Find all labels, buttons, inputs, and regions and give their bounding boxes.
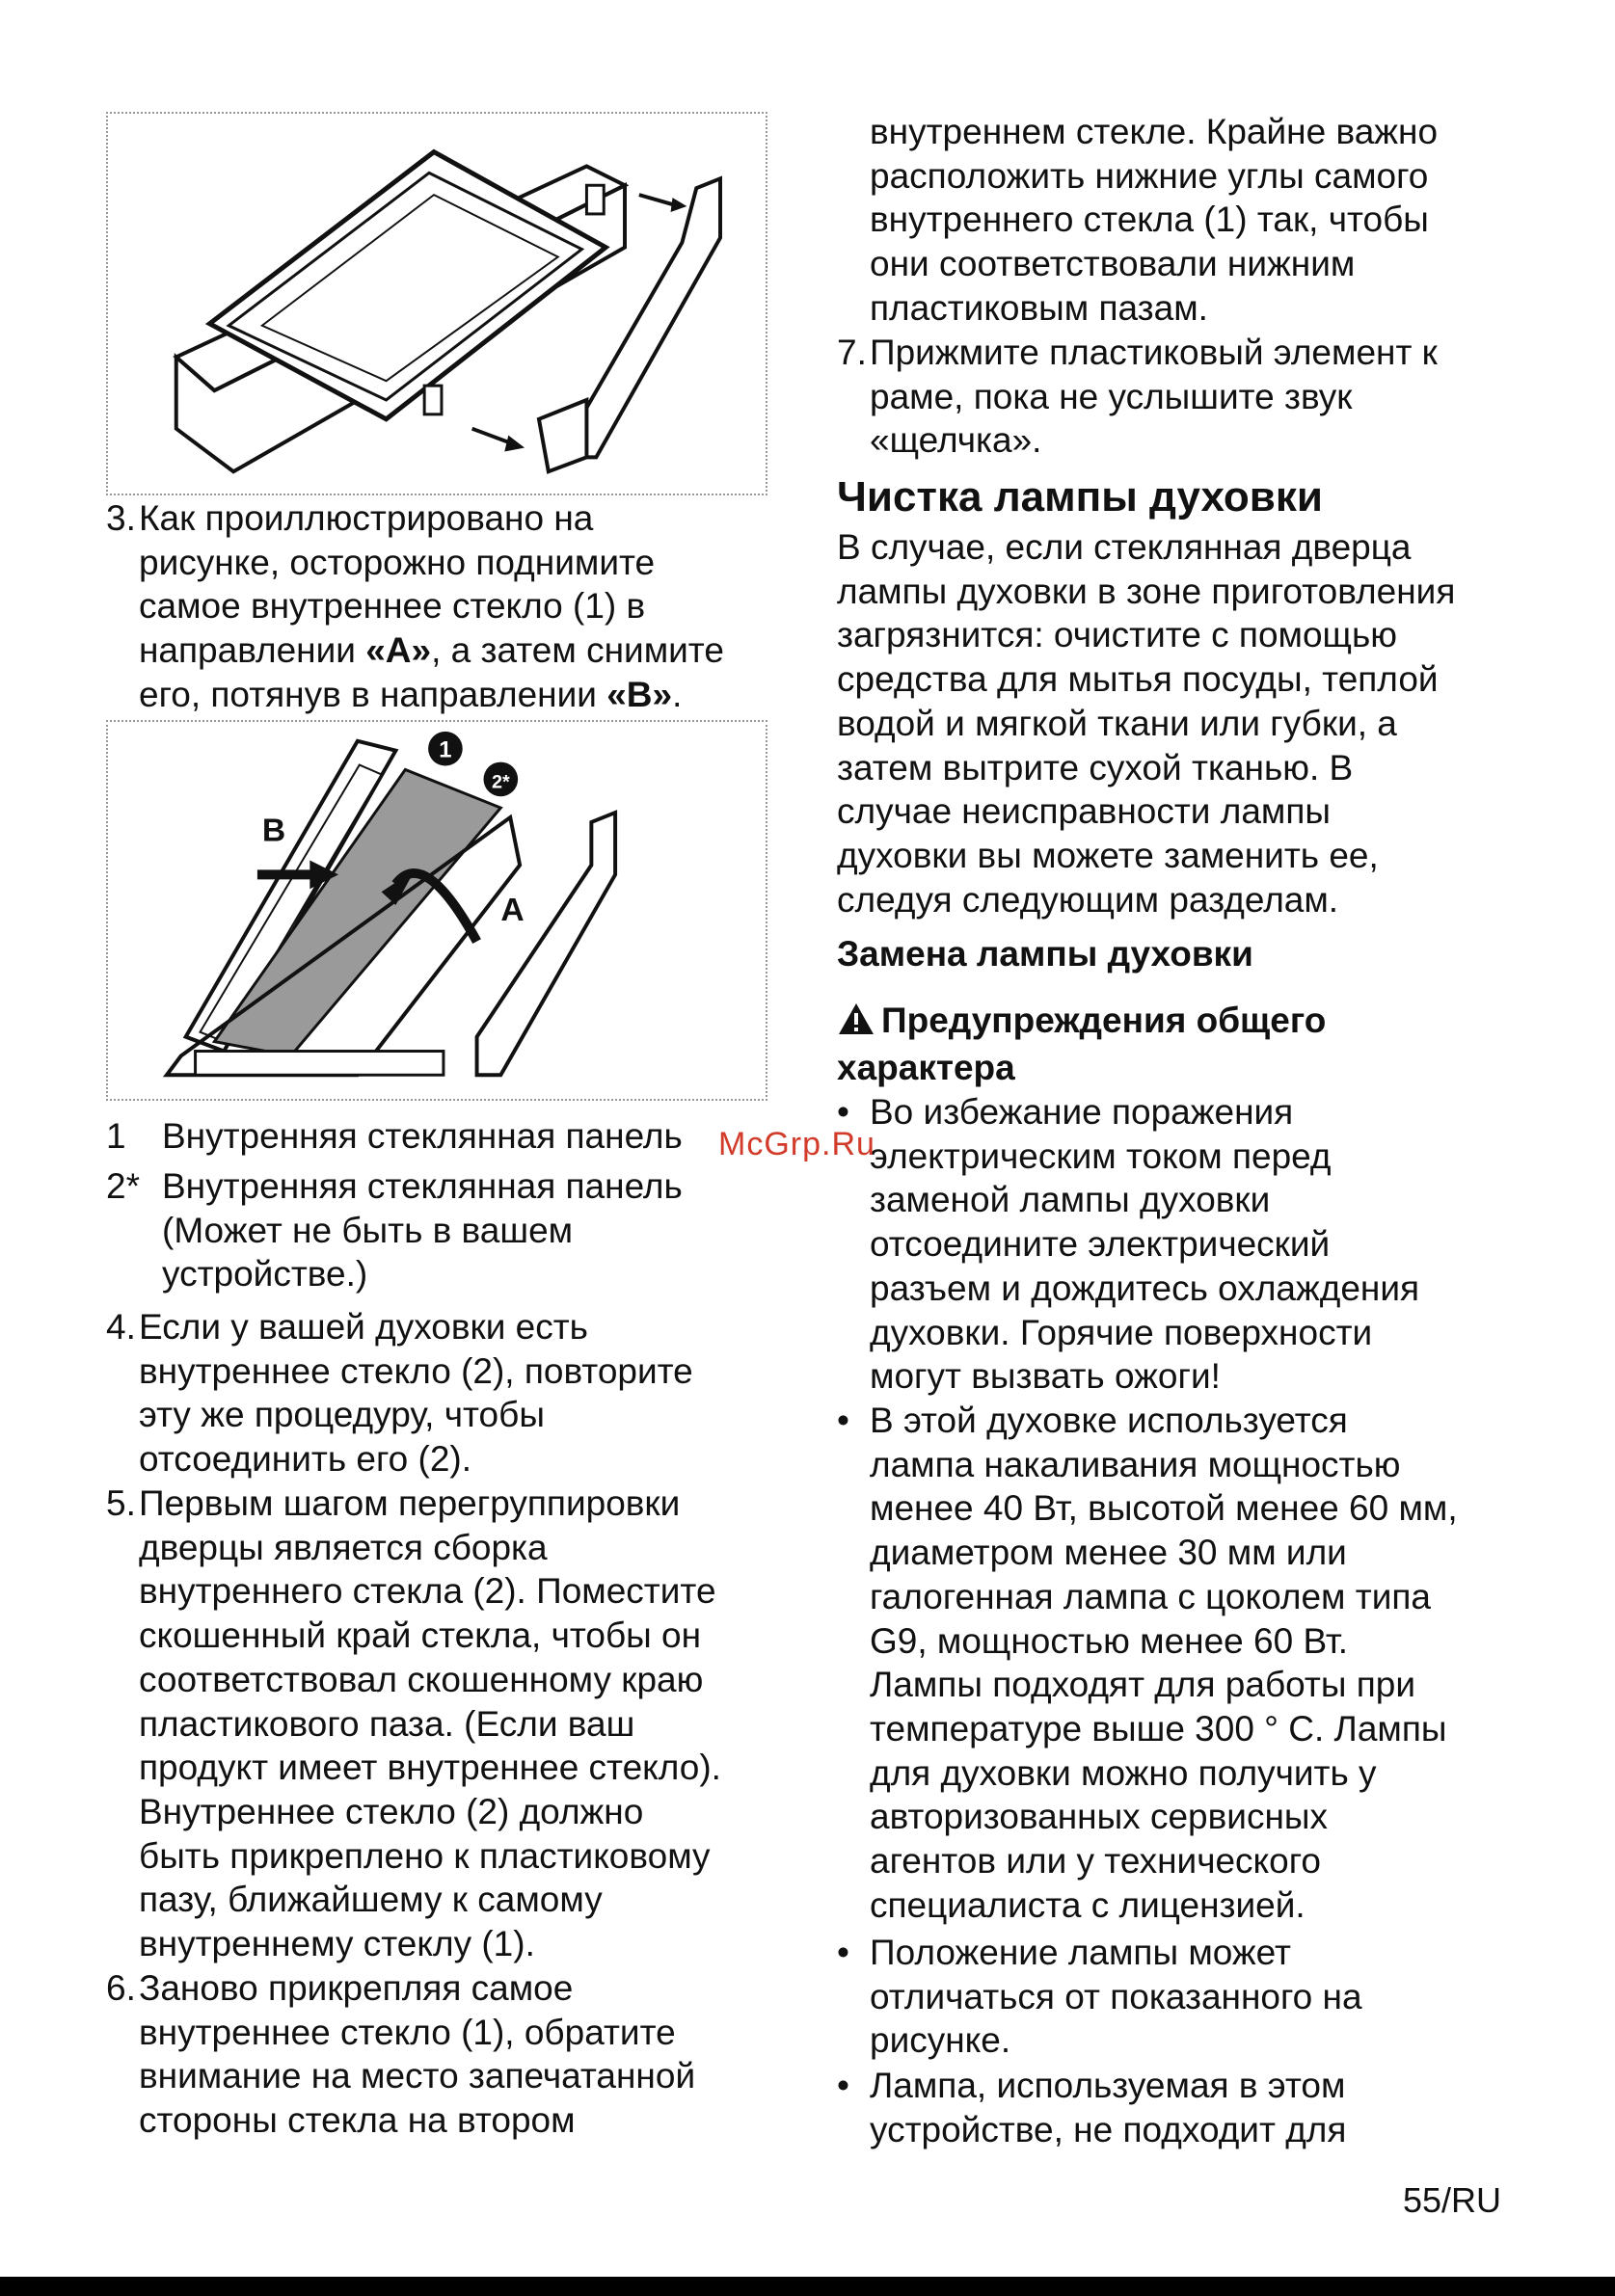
step-text: Если у вашей духовки есть внутреннее стекло (2), повторите эту же процедуру, чтобы отсоединить его (2). [139, 1307, 693, 1480]
subheading-lamp-replacement: Замена лампы духовки [837, 934, 1253, 974]
step-line: самое внутреннее стекло (1) в [139, 586, 646, 627]
legend-number: 2* [106, 1166, 140, 1206]
legend-number: 1 [106, 1116, 126, 1156]
step-text: Заново прикрепляя самое внутреннее стекло (1), обратите внимание на место запечатанной стороны стекла на втором [139, 1968, 696, 2141]
step-number: 3. [106, 498, 136, 538]
arrow-b-label: B [261, 813, 286, 849]
step-number: 4. [106, 1307, 136, 1347]
bullet-marker: • [837, 1933, 849, 1972]
legend-text: Внутренняя стеклянная панель (Может не быть в вашем устройстве.) [162, 1166, 683, 1295]
bullet-marker: • [837, 1401, 849, 1440]
step-number: 6. [106, 1968, 136, 2008]
step-text: Первым шагом перегруппировки дверцы является сборка внутреннего стекла (2). Поместите скошенный край стекла, чтобы он соответствовал скошенному краю пластикового паза. (Если ваш продукт имеет внутреннее стекло). Внутреннее стекло (2) должно быть прикреплено к пластиковому пазу, ближайшему к самому внутреннему стеклу (1). [139, 1483, 721, 1964]
figure-glass-removal-1 [106, 112, 767, 495]
arrow-a-label: A [500, 892, 525, 928]
section-heading-lamp-cleaning: Чистка лампы духовки [837, 473, 1323, 521]
callout-2-label: 2* [491, 771, 510, 793]
bullet-marker: • [837, 2066, 849, 2105]
glass-lift-illustration [108, 722, 766, 1099]
warning-heading: Предупреждения общего характера [837, 1001, 1327, 1087]
step-line: Как проиллюстрировано на [139, 498, 594, 538]
lamp-cleaning-paragraph: В случае, если стеклянная дверца лампы духовки в зоне приготовления загрязнится: очистите с помощью средства для мытья посуды, теплой водой и мягкой ткани или губки, а затем вытрите сухой тканью. В случае неисправности лампы духовки вы можете заменить ее, следуя следующим разделам. [837, 527, 1456, 920]
step-text: внутреннем стекле. Крайне важно расположить нижние углы самого внутреннего стекла (1) так, чтобы они соответствовали нижним пластиковым пазам. [870, 112, 1439, 328]
figure-glass-removal-2 [106, 720, 767, 1101]
legend-text: Внутренняя стеклянная панель [162, 1116, 683, 1156]
step-line: его, потянув в направлении «В». [139, 674, 683, 714]
step-number: 7. [837, 333, 867, 372]
step-number: 5. [106, 1483, 136, 1523]
step-text: Прижмите пластиковый элемент к раме, пока не услышите звук «щелчка». [870, 333, 1438, 461]
warning-icon [837, 1001, 875, 1046]
bottom-border [0, 2277, 1615, 2296]
door-frame-illustration [108, 114, 766, 494]
step-line: рисунке, осторожно поднимите [139, 542, 656, 582]
bullet-marker: • [837, 1092, 849, 1132]
step-text [139, 496, 724, 717]
callout-1-label: 1 [439, 736, 452, 763]
step-line: направлении «А», а затем снимите [139, 630, 724, 671]
page-number: 55/RU [1403, 2180, 1502, 2220]
watermark: McGrp.Ru [718, 1126, 875, 1162]
